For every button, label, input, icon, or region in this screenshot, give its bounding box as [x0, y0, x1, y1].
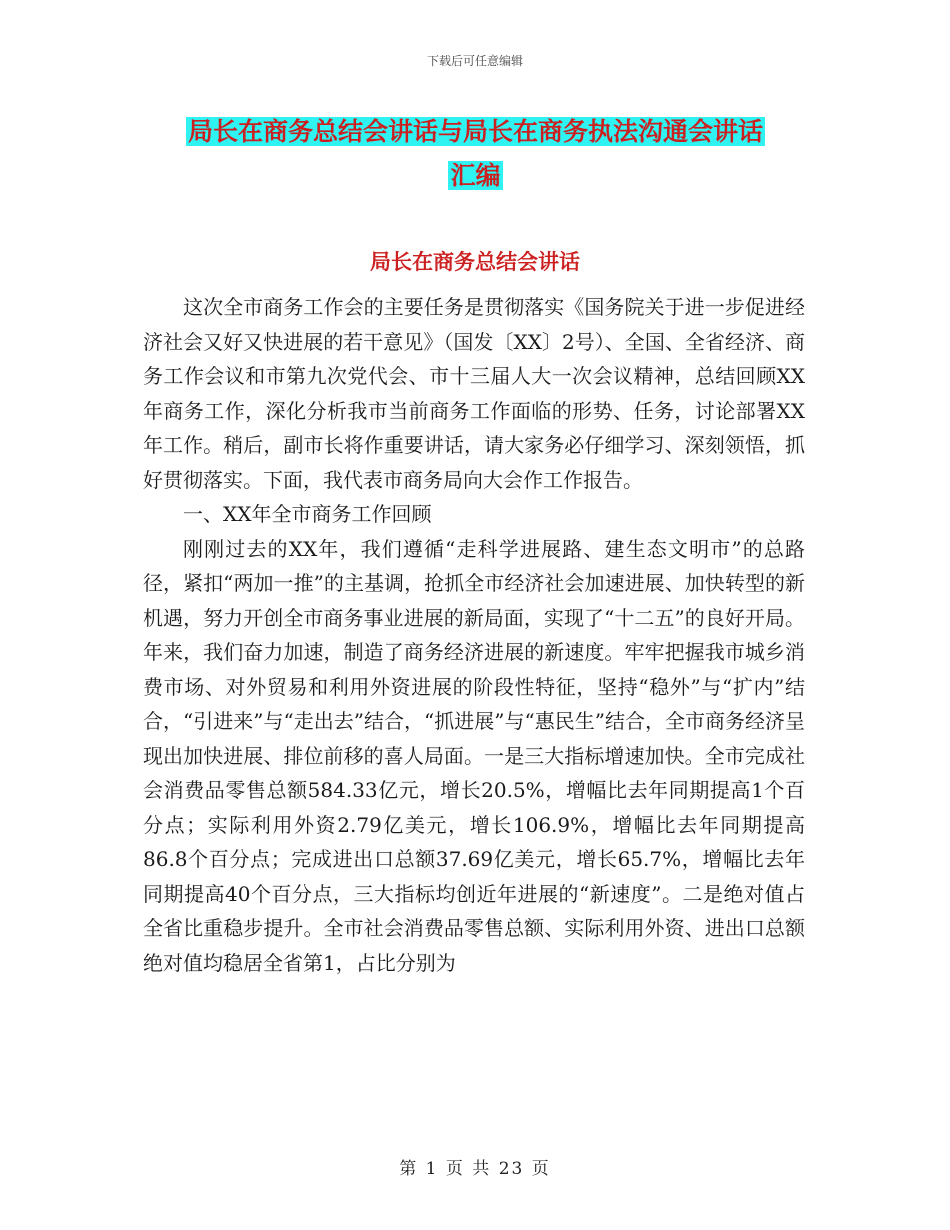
- paragraph: 刚刚过去的XX年，我们遵循“走科学进展路、建生态文明市”的总路径，紧扣“两加一推”的主基调，抢抓全市经济社会加速进展、加快转型的新机遇，努力开创全市商务事业进展的新局面，实现了“十二五”的良好开局。年来，我们奋力加速，制造了商务经济进展的新速度。牢牢把握我市城乡消费市场、对外贸易和利用外资进展的阶段性特征，坚持“稳外”与“扩内”结合，“引进来”与“走出去”结合，“抓进展”与“惠民生”结合，全市商务经济呈现出加快进展、排位前移的喜人局面。一是三大指标增速加快。全市完成社会消费品零售总额584.33亿元，增长20.5%，增幅比去年同期提高1个百分点；实际利用外资2.79亿美元，增长106.9%，增幅比去年同期提高86.8个百分点；完成进出口总额37.69亿美元，增长65.7%，增幅比去年同期提高40个百分点，三大指标均创近年进展的“新速度”。二是绝对值占全省比重稳步提升。全市社会消费品零售总额、实际利用外资、进出口总额绝对值均稳居全省第1，占比分别为: [143, 536, 805, 975]
- header-note: 下载后可任意编辑: [426, 54, 523, 68]
- paragraph: 这次全市商务工作会的主要任务是贯彻落实《国务院关于进一步促进经济社会又好又快进展的若干意见》（国发〔XX〕2号）、全国、全省经济、商务工作会议和市第九次党代会、市十三届人大一次会议精神，总结回顾XX年商务工作，深化分析我市当前商务工作面临的形势、任务，讨论部署XX年工作。稍后，副市长将作重要讲话，请大家务必仔细学习、深刻领悟，抓好贯彻落实。下面，我代表市商务局向大会作工作报告。: [143, 295, 805, 492]
- section-title: 局长在商务总结会讲话: [370, 250, 580, 274]
- main-title-line-1: 局长在商务总结会讲话与局长在商务执法沟通会讲话: [187, 117, 763, 146]
- main-title-line-2: 汇编: [450, 161, 501, 190]
- main-title: [143, 110, 808, 198]
- page-footer: 第 1 页 共 23 页: [399, 1159, 551, 1179]
- paragraph-heading: 一、XX年全市商务工作回顾: [183, 502, 432, 526]
- body-text: [143, 290, 805, 980]
